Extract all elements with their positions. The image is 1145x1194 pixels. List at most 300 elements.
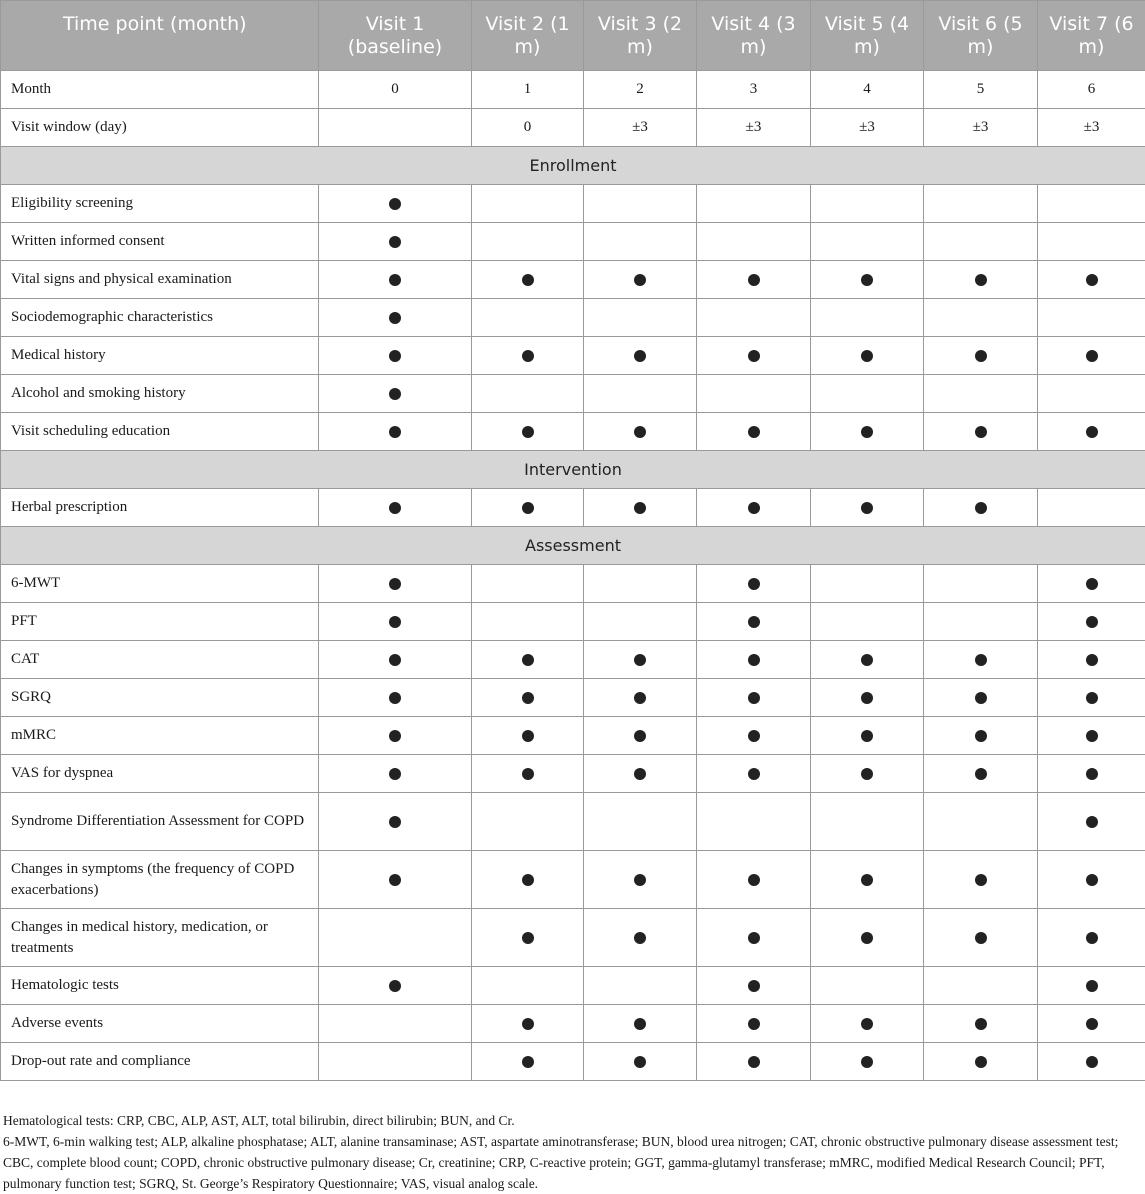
header-visit-3: Visit 3 (2 m) <box>584 1 697 71</box>
schedule-cell <box>472 603 584 641</box>
row-label: SGRQ <box>1 679 319 717</box>
scheduled-dot-icon <box>861 692 873 704</box>
scheduled-dot-icon <box>861 350 873 362</box>
scheduled-dot-icon <box>1086 616 1098 628</box>
scheduled-dot-icon <box>748 692 760 704</box>
schedule-cell <box>924 717 1038 755</box>
row-label: VAS for dyspnea <box>1 755 319 793</box>
value-cell: 2 <box>584 71 697 109</box>
schedule-cell <box>924 185 1038 223</box>
schedule-cell <box>472 489 584 527</box>
schedule-cell <box>697 1043 811 1081</box>
header-visit-1: Visit 1 (baseline) <box>319 1 472 71</box>
scheduled-dot-icon <box>389 730 401 742</box>
scheduled-dot-icon <box>748 350 760 362</box>
scheduled-dot-icon <box>975 274 987 286</box>
schedule-cell <box>697 261 811 299</box>
scheduled-dot-icon <box>975 1056 987 1068</box>
scheduled-dot-icon <box>389 980 401 992</box>
schedule-cell <box>811 337 924 375</box>
schedule-cell <box>472 967 584 1005</box>
table-row <box>1 299 1145 337</box>
schedule-cell <box>924 565 1038 603</box>
schedule-cell <box>472 755 584 793</box>
schedule-cell <box>697 565 811 603</box>
value-cell: ±3 <box>584 109 697 147</box>
schedule-cell <box>1038 909 1145 967</box>
schedule-cell <box>584 793 697 851</box>
scheduled-dot-icon <box>389 874 401 886</box>
schedule-cell <box>584 603 697 641</box>
row-label: Herbal prescription <box>1 489 319 527</box>
schedule-cell <box>924 413 1038 451</box>
scheduled-dot-icon <box>748 274 760 286</box>
scheduled-dot-icon <box>975 932 987 944</box>
table-row <box>1 641 1145 679</box>
schedule-cell <box>1038 489 1145 527</box>
scheduled-dot-icon <box>1086 692 1098 704</box>
schedule-cell <box>472 1043 584 1081</box>
schedule-cell <box>319 261 472 299</box>
row-label: Eligibility screening <box>1 185 319 223</box>
table-row <box>1 565 1145 603</box>
schedule-cell <box>811 299 924 337</box>
schedule-cell <box>697 717 811 755</box>
schedule-cell <box>319 603 472 641</box>
schedule-cell <box>584 717 697 755</box>
table-row <box>1 603 1145 641</box>
scheduled-dot-icon <box>634 1018 646 1030</box>
scheduled-dot-icon <box>1086 932 1098 944</box>
table-row <box>1 489 1145 527</box>
table-row <box>1 261 1145 299</box>
schedule-cell <box>1038 755 1145 793</box>
schedule-cell <box>319 489 472 527</box>
value-cell: 5 <box>924 71 1038 109</box>
scheduled-dot-icon <box>522 692 534 704</box>
schedule-cell <box>584 909 697 967</box>
scheduled-dot-icon <box>861 502 873 514</box>
schedule-cell <box>319 641 472 679</box>
schedule-cell <box>472 641 584 679</box>
scheduled-dot-icon <box>389 388 401 400</box>
schedule-cell <box>811 755 924 793</box>
scheduled-dot-icon <box>522 654 534 666</box>
schedule-cell <box>319 755 472 793</box>
schedule-cell <box>697 185 811 223</box>
scheduled-dot-icon <box>389 198 401 210</box>
scheduled-dot-icon <box>389 768 401 780</box>
schedule-cell <box>584 1043 697 1081</box>
schedule-cell <box>1038 717 1145 755</box>
table-row <box>1 413 1145 451</box>
scheduled-dot-icon <box>748 426 760 438</box>
scheduled-dot-icon <box>748 932 760 944</box>
schedule-cell <box>811 717 924 755</box>
scheduled-dot-icon <box>634 932 646 944</box>
schedule-cell <box>697 603 811 641</box>
schedule-cell <box>1038 967 1145 1005</box>
table-row <box>1 337 1145 375</box>
value-cell: ±3 <box>811 109 924 147</box>
schedule-cell <box>319 793 472 851</box>
schedule-cell <box>811 851 924 909</box>
value-cell: 6 <box>1038 71 1145 109</box>
table-row <box>1 71 1145 109</box>
schedule-cell <box>1038 261 1145 299</box>
schedule-cell <box>319 565 472 603</box>
schedule-cell <box>924 679 1038 717</box>
schedule-cell <box>697 375 811 413</box>
scheduled-dot-icon <box>634 274 646 286</box>
scheduled-dot-icon <box>634 502 646 514</box>
scheduled-dot-icon <box>634 730 646 742</box>
schedule-cell <box>697 793 811 851</box>
schedule-cell <box>472 413 584 451</box>
schedule-cell <box>1038 185 1145 223</box>
row-label: Changes in medical history, medication, or treatments <box>1 909 319 967</box>
scheduled-dot-icon <box>634 1056 646 1068</box>
schedule-cell <box>924 489 1038 527</box>
scheduled-dot-icon <box>389 236 401 248</box>
schedule-cell <box>472 793 584 851</box>
scheduled-dot-icon <box>389 502 401 514</box>
header-time-point: Time point (month) <box>1 1 319 71</box>
schedule-cell <box>319 223 472 261</box>
scheduled-dot-icon <box>748 502 760 514</box>
table-row <box>1 909 1145 967</box>
row-label: Drop-out rate and compliance <box>1 1043 319 1081</box>
scheduled-dot-icon <box>861 1056 873 1068</box>
schedule-cell <box>811 793 924 851</box>
scheduled-dot-icon <box>634 350 646 362</box>
value-cell: 0 <box>472 109 584 147</box>
scheduled-dot-icon <box>861 768 873 780</box>
table-row <box>1 851 1145 909</box>
scheduled-dot-icon <box>975 730 987 742</box>
schedule-cell <box>811 375 924 413</box>
scheduled-dot-icon <box>975 654 987 666</box>
schedule-cell <box>319 1043 472 1081</box>
scheduled-dot-icon <box>1086 980 1098 992</box>
scheduled-dot-icon <box>634 692 646 704</box>
scheduled-dot-icon <box>748 578 760 590</box>
schedule-cell <box>1038 793 1145 851</box>
row-label: 6-MWT <box>1 565 319 603</box>
schedule-cell <box>811 641 924 679</box>
scheduled-dot-icon <box>389 350 401 362</box>
footnote-abbreviations: 6-MWT, 6-min walking test; ALP, alkaline phosphatase; ALT, alanine transaminase; AST, aspartate aminotransferase; BUN, blood urea nitrogen; CAT, chronic obstructive pulmonary disease assessment test; CBC, complete blood count; COPD, chronic obstructive pulmonary disease; Cr, creatinine; CRP, C-reactive protein; GGT, gamma-glutamyl transferase; mMRC, modified Medical Research Council; PFT, pulmonary function test; SGRQ, St. George’s Respiratory Questionnaire; VAS, visual analog scale. <box>3 1131 1138 1194</box>
schedule-cell <box>472 375 584 413</box>
schedule-cell <box>584 223 697 261</box>
row-label: PFT <box>1 603 319 641</box>
scheduled-dot-icon <box>975 1018 987 1030</box>
value-cell: 0 <box>319 71 472 109</box>
schedule-cell <box>811 565 924 603</box>
scheduled-dot-icon <box>975 426 987 438</box>
scheduled-dot-icon <box>522 1018 534 1030</box>
row-label: CAT <box>1 641 319 679</box>
schedule-cell <box>924 755 1038 793</box>
scheduled-dot-icon <box>748 654 760 666</box>
schedule-cell <box>924 641 1038 679</box>
scheduled-dot-icon <box>861 654 873 666</box>
schedule-cell <box>697 909 811 967</box>
schedule-cell <box>472 185 584 223</box>
schedule-cell <box>697 679 811 717</box>
table-row <box>1 1043 1145 1081</box>
row-label: Sociodemographic characteristics <box>1 299 319 337</box>
schedule-cell <box>584 755 697 793</box>
scheduled-dot-icon <box>1086 768 1098 780</box>
scheduled-dot-icon <box>634 426 646 438</box>
schedule-cell <box>319 851 472 909</box>
scheduled-dot-icon <box>389 578 401 590</box>
scheduled-dot-icon <box>389 312 401 324</box>
schedule-cell <box>697 755 811 793</box>
header-visit-5: Visit 5 (4 m) <box>811 1 924 71</box>
schedule-cell <box>697 489 811 527</box>
scheduled-dot-icon <box>522 1056 534 1068</box>
schedule-cell <box>811 413 924 451</box>
table-row <box>1 967 1145 1005</box>
table-body <box>1 71 1145 1081</box>
schedule-cell <box>584 337 697 375</box>
schedule-cell <box>319 299 472 337</box>
scheduled-dot-icon <box>861 274 873 286</box>
schedule-cell <box>1038 375 1145 413</box>
scheduled-dot-icon <box>522 768 534 780</box>
scheduled-dot-icon <box>634 654 646 666</box>
section-header-row <box>1 147 1145 185</box>
scheduled-dot-icon <box>975 350 987 362</box>
schedule-cell <box>697 967 811 1005</box>
header-visit-2: Visit 2 (1 m) <box>472 1 584 71</box>
scheduled-dot-icon <box>748 874 760 886</box>
scheduled-dot-icon <box>389 616 401 628</box>
scheduled-dot-icon <box>522 730 534 742</box>
schedule-cell <box>1038 679 1145 717</box>
header-visit-6: Visit 6 (5 m) <box>924 1 1038 71</box>
schedule-cell <box>1038 299 1145 337</box>
schedule-cell <box>924 1043 1038 1081</box>
schedule-cell <box>811 679 924 717</box>
scheduled-dot-icon <box>389 274 401 286</box>
schedule-cell <box>811 603 924 641</box>
schedule-cell <box>472 717 584 755</box>
table-row <box>1 185 1145 223</box>
scheduled-dot-icon <box>861 426 873 438</box>
schedule-cell <box>472 223 584 261</box>
schedule-cell <box>472 261 584 299</box>
header-visit-7: Visit 7 (6 m) <box>1038 1 1145 71</box>
schedule-cell <box>472 1005 584 1043</box>
scheduled-dot-icon <box>748 616 760 628</box>
row-label: Month <box>1 71 319 109</box>
section-header-row <box>1 451 1145 489</box>
scheduled-dot-icon <box>748 980 760 992</box>
schedule-cell <box>924 261 1038 299</box>
schedule-cell <box>584 261 697 299</box>
schedule-cell <box>697 851 811 909</box>
schedule-cell <box>811 185 924 223</box>
scheduled-dot-icon <box>1086 1056 1098 1068</box>
scheduled-dot-icon <box>634 874 646 886</box>
scheduled-dot-icon <box>389 692 401 704</box>
table-row <box>1 679 1145 717</box>
schedule-cell <box>472 909 584 967</box>
scheduled-dot-icon <box>975 874 987 886</box>
schedule-cell <box>584 641 697 679</box>
row-label: Adverse events <box>1 1005 319 1043</box>
header-visit-4: Visit 4 (3 m) <box>697 1 811 71</box>
scheduled-dot-icon <box>861 1018 873 1030</box>
schedule-cell <box>697 299 811 337</box>
schedule-cell <box>924 603 1038 641</box>
table-row <box>1 1005 1145 1043</box>
schedule-cell <box>1038 413 1145 451</box>
schedule-cell <box>319 185 472 223</box>
schedule-cell <box>584 413 697 451</box>
value-cell: 1 <box>472 71 584 109</box>
footnote-hematological: Hematological tests: CRP, CBC, ALP, AST, ALT, total bilirubin, direct bilirubin; BUN, and Cr. <box>3 1110 1138 1131</box>
scheduled-dot-icon <box>1086 730 1098 742</box>
schedule-cell <box>811 1005 924 1043</box>
table-row <box>1 793 1145 851</box>
value-cell <box>319 109 472 147</box>
scheduled-dot-icon <box>522 350 534 362</box>
scheduled-dot-icon <box>1086 578 1098 590</box>
table-row <box>1 717 1145 755</box>
scheduled-dot-icon <box>389 426 401 438</box>
schedule-cell <box>472 337 584 375</box>
schedule-cell <box>811 489 924 527</box>
schedule-cell <box>319 909 472 967</box>
row-label: Alcohol and smoking history <box>1 375 319 413</box>
schedule-cell <box>811 223 924 261</box>
schedule-cell <box>472 565 584 603</box>
scheduled-dot-icon <box>861 730 873 742</box>
schedule-cell <box>319 337 472 375</box>
row-label: Vital signs and physical examination <box>1 261 319 299</box>
scheduled-dot-icon <box>522 502 534 514</box>
scheduled-dot-icon <box>748 768 760 780</box>
schedule-cell <box>697 1005 811 1043</box>
section-title: Intervention <box>1 451 1145 489</box>
value-cell: ±3 <box>697 109 811 147</box>
schedule-cell <box>319 413 472 451</box>
schedule-cell <box>924 1005 1038 1043</box>
schedule-cell <box>472 679 584 717</box>
section-title: Assessment <box>1 527 1145 565</box>
scheduled-dot-icon <box>389 654 401 666</box>
schedule-cell <box>924 375 1038 413</box>
schedule-cell <box>1038 223 1145 261</box>
schedule-cell <box>584 851 697 909</box>
scheduled-dot-icon <box>522 932 534 944</box>
section-header-row <box>1 527 1145 565</box>
row-label: Syndrome Differentiation Assessment for COPD <box>1 793 319 851</box>
schedule-cell <box>924 851 1038 909</box>
schedule-cell <box>811 1043 924 1081</box>
schedule-cell <box>319 375 472 413</box>
section-title: Enrollment <box>1 147 1145 185</box>
header-row <box>1 1 1145 71</box>
scheduled-dot-icon <box>1086 426 1098 438</box>
schedule-cell <box>472 299 584 337</box>
row-label: Changes in symptoms (the frequency of COPD exacerbations) <box>1 851 319 909</box>
schedule-cell <box>1038 1005 1145 1043</box>
schedule-cell <box>584 565 697 603</box>
scheduled-dot-icon <box>634 768 646 780</box>
schedule-cell <box>697 223 811 261</box>
scheduled-dot-icon <box>522 274 534 286</box>
schedule-cell <box>811 909 924 967</box>
scheduled-dot-icon <box>389 816 401 828</box>
scheduled-dot-icon <box>1086 816 1098 828</box>
scheduled-dot-icon <box>1086 274 1098 286</box>
schedule-cell <box>319 1005 472 1043</box>
schedule-cell <box>584 1005 697 1043</box>
table-row <box>1 375 1145 413</box>
schedule-cell <box>319 967 472 1005</box>
row-label: Visit window (day) <box>1 109 319 147</box>
scheduled-dot-icon <box>522 874 534 886</box>
schedule-cell <box>584 375 697 413</box>
schedule-cell <box>924 909 1038 967</box>
schedule-cell <box>1038 851 1145 909</box>
scheduled-dot-icon <box>1086 654 1098 666</box>
row-label: mMRC <box>1 717 319 755</box>
schedule-cell <box>924 299 1038 337</box>
scheduled-dot-icon <box>748 1056 760 1068</box>
schedule-cell <box>584 489 697 527</box>
schedule-cell <box>924 223 1038 261</box>
schedule-cell <box>1038 603 1145 641</box>
schedule-cell <box>924 967 1038 1005</box>
scheduled-dot-icon <box>1086 1018 1098 1030</box>
scheduled-dot-icon <box>1086 350 1098 362</box>
scheduled-dot-icon <box>861 874 873 886</box>
row-label: Medical history <box>1 337 319 375</box>
scheduled-dot-icon <box>975 692 987 704</box>
schedule-cell <box>697 641 811 679</box>
scheduled-dot-icon <box>975 502 987 514</box>
table-row <box>1 223 1145 261</box>
schedule-cell <box>584 299 697 337</box>
schedule-cell <box>472 851 584 909</box>
table-row <box>1 755 1145 793</box>
schedule-cell <box>319 717 472 755</box>
scheduled-dot-icon <box>522 426 534 438</box>
scheduled-dot-icon <box>748 730 760 742</box>
schedule-cell <box>1038 1043 1145 1081</box>
table-row <box>1 109 1145 147</box>
scheduled-dot-icon <box>748 1018 760 1030</box>
value-cell: 4 <box>811 71 924 109</box>
row-label: Written informed consent <box>1 223 319 261</box>
scheduled-dot-icon <box>1086 874 1098 886</box>
schedule-cell <box>319 679 472 717</box>
schedule-cell <box>1038 641 1145 679</box>
row-label: Visit scheduling education <box>1 413 319 451</box>
schedule-cell <box>697 413 811 451</box>
scheduled-dot-icon <box>975 768 987 780</box>
value-cell: 3 <box>697 71 811 109</box>
value-cell: ±3 <box>924 109 1038 147</box>
row-label: Hematologic tests <box>1 967 319 1005</box>
schedule-cell <box>924 337 1038 375</box>
